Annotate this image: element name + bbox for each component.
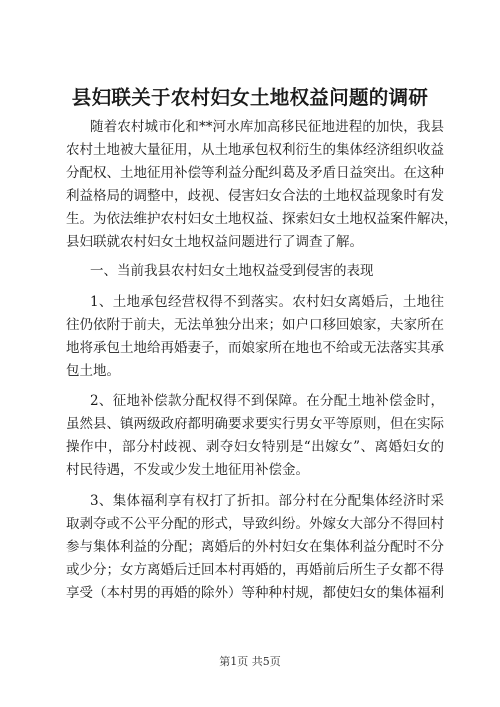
- paragraph-line: 利益格局的调整中，歧视、侵害妇女合法的土地权益现象时有发: [66, 188, 444, 204]
- paragraph-line: 2、征地补偿款分配权得不到保障。在分配土地补偿金时，: [90, 393, 444, 409]
- document-title: 县妇联关于农村妇女土地权益问题的调研: [71, 86, 429, 109]
- paragraph-line: 1、土地承包经营权得不到落实。农村妇女离婚后，土地往: [90, 294, 444, 310]
- paragraph-line: 操作中，部分村歧视、剥夺妇女特别是“出嫁女”、离婚妇女的: [66, 439, 444, 455]
- paragraph-line: 农村土地被大量征用，从土地承包权利衍生的集体经济组织收益: [66, 142, 444, 158]
- paragraph-line: 包土地。: [66, 363, 120, 379]
- paragraph-line: 参与集体利益的分配；离婚后的外村妇女在集体利益分配时不分: [66, 539, 444, 555]
- paragraph-line: 3、集体福利享有权打了折扣。部分村在分配集体经济时采: [90, 493, 444, 509]
- paragraph-line: 生。为依法维护农村妇女土地权益、探索妇女土地权益案件解决，: [66, 211, 458, 227]
- paragraph-line: 取剥夺或不公平分配的形式，导致纠纷。外嫁女大部分不得回村: [66, 516, 444, 532]
- page-number: 第1页 共5页: [219, 655, 281, 668]
- paragraph-line: 县妇联就农村妇女土地权益问题进行了调查了解。: [66, 234, 363, 250]
- paragraph-line: 虽然县、镇两级政府都明确要求要实行男女平等原则，但在实际: [66, 416, 444, 432]
- paragraph-line: 享受（本村男的再婚的除外）等种种村规，都使妇女的集体福利: [66, 585, 444, 601]
- paragraph-line: 村民待遇，不发或少发土地征用补偿金。: [66, 462, 309, 478]
- paragraph-line: 或少分；女方离婚后迁回本村再婚的，再婚前后所生子女都不得: [66, 562, 444, 578]
- paragraph-line: 随着农村城市化和**河水库加高移民征地进程的加快，我县: [90, 119, 444, 135]
- paragraph-line: 分配权、土地征用补偿等利益分配纠葛及矛盾日益突出。在这种: [66, 165, 444, 181]
- paragraph-line: 地将承包土地给再婚妻子，而娘家所在地也不给或无法落实其承: [66, 340, 444, 356]
- section-heading: 一、当前我县农村妇女土地权益受到侵害的表现: [90, 263, 374, 279]
- paragraph-line: 往仍依附于前夫，无法单独分出来；如户口移回娘家，夫家所在: [66, 317, 444, 333]
